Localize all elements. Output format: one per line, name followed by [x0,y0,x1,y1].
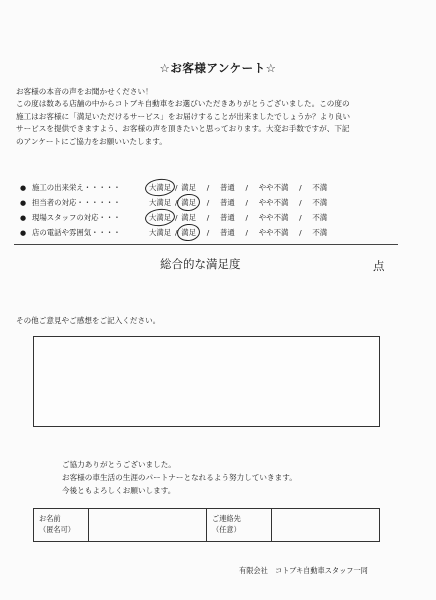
rating-question: 担当者の対応・・・・・・ [32,198,121,207]
section-divider [14,244,398,245]
option-separator: / [206,228,210,237]
option-separator: / [299,183,302,192]
name-field[interactable] [89,509,207,541]
rating-table [20,180,430,240]
closing-message: ご協力ありがとうございました。 お客様の車生活の生涯のパートナーとなれるよう努力していきます。 今後ともよろしくお願いします。 [62,460,297,495]
option-separator: / [299,228,302,237]
contact-label-cell [207,509,272,541]
rating-question: 店の電話や雰囲気・・・・ [32,228,121,237]
option-separator: / [245,213,249,222]
option-separator: / [174,213,178,222]
option-separator: / [299,213,302,222]
rating-option[interactable]: やや不満 [258,198,289,207]
rating-option[interactable]: 大満足 [149,198,172,207]
intro-text: お客様の本音の声をお聞かせください！ この度は数ある店舗の中からコトブキ自動車をお選びいただきありがとうございました。この度の 施工はお客様に「満足いただけるサービス」をお届けすることが出来ましたでしょうか？より良い サービスを提供できますよう、お客様の声を頂きたいと思っております。大変お手数ですが、下記 のアンケートにご協力をお願いいたします。 [16,87,351,146]
rating-option[interactable]: 普通 [219,198,235,207]
comment-label: その他ご意見やご感想をご記入ください。 [16,316,161,325]
rating-option[interactable]: 普通 [219,228,235,237]
option-separator: / [245,198,249,207]
company-signature: 有限会社 コトブキ自動車スタッフ一同 [239,566,368,575]
rating-row-site-staff [20,210,430,225]
rating-option[interactable]: 大満足 [149,228,172,237]
option-separator: / [206,198,210,207]
option-separator: / [206,183,210,192]
option-separator: / [206,213,210,222]
rating-option[interactable]: 満足 [181,228,196,237]
option-separator: / [174,198,178,207]
rating-option[interactable]: 大満足 [149,183,172,192]
option-separator: / [245,183,249,192]
rating-option[interactable]: 満足 [181,183,196,192]
rating-question: 現場スタッフの対応・・・ [32,213,121,222]
rating-question: 施工の出来栄え・・・・・ [32,183,121,192]
rating-option[interactable]: 不満 [312,228,328,237]
overall-satisfaction-label: 総合的な満足度 [160,257,241,271]
name-label-cell [34,509,89,541]
option-separator: / [299,198,302,207]
contact-field[interactable] [272,509,379,541]
rating-row-staff-in-charge [20,195,430,210]
contact-label: ご連絡先 （任意） [212,514,241,534]
bullet-icon: ● [20,198,27,207]
rating-row-phone-atmosphere [20,225,430,240]
rating-option[interactable]: やや不満 [258,183,289,192]
rating-option[interactable]: 普通 [219,213,235,222]
contact-table [33,508,380,542]
name-label: お名前 （匿名可） [39,514,75,534]
rating-option[interactable]: 大満足 [149,213,172,222]
rating-row-workmanship [20,180,430,195]
rating-option[interactable]: やや不満 [258,228,289,237]
rating-option[interactable]: 不満 [312,183,328,192]
option-separator: / [174,228,178,237]
survey-title: ☆お客様アンケート☆ [159,61,277,75]
rating-options [148,212,328,223]
rating-option[interactable]: 不満 [312,213,328,222]
rating-option[interactable]: 普通 [219,183,235,192]
overall-score-unit: 点 [373,259,385,273]
option-separator: / [174,183,178,192]
rating-option[interactable]: 満足 [181,198,196,207]
rating-option[interactable]: 不満 [312,198,328,207]
bullet-icon: ● [20,228,27,237]
option-separator: / [245,228,249,237]
rating-options [148,227,328,238]
rating-options [148,197,328,208]
comment-box[interactable] [33,336,380,427]
rating-option[interactable]: やや不満 [258,213,289,222]
bullet-icon: ● [20,183,27,192]
bullet-icon: ● [20,213,27,222]
rating-option[interactable]: 満足 [181,213,196,222]
rating-options [148,182,328,193]
